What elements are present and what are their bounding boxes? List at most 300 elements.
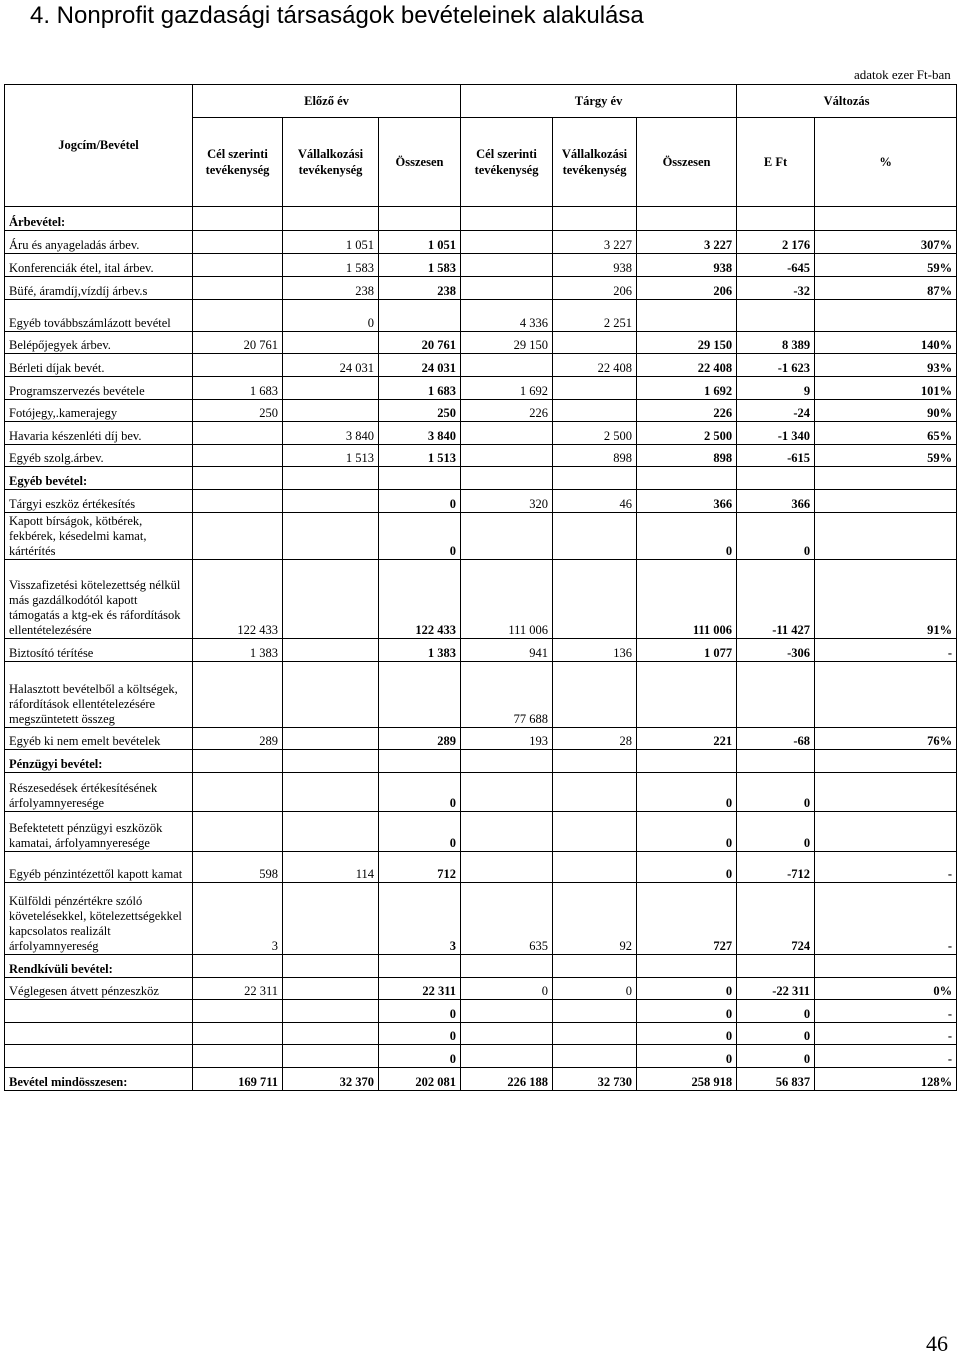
- cell-value: [283, 1045, 379, 1068]
- cell-value: -1 623: [737, 354, 815, 377]
- cell-value: 938: [637, 254, 737, 277]
- cell-value: 22 408: [553, 354, 637, 377]
- cell-value: [461, 354, 553, 377]
- cell-value: 1 077: [637, 639, 737, 662]
- cell-value: -: [815, 1023, 957, 1045]
- cell-value: [553, 812, 637, 852]
- cell-value: 2 500: [637, 422, 737, 445]
- cell-value: 0: [379, 513, 461, 560]
- header-change: Változás: [737, 85, 957, 118]
- cell-value: 111 006: [461, 560, 553, 639]
- total-row: [5, 1068, 957, 1091]
- table-row: [5, 422, 957, 445]
- cell-value: [553, 750, 637, 773]
- column-header: Összesen: [637, 118, 737, 207]
- cell-value: 0: [637, 852, 737, 883]
- cell-value: 1 051: [379, 231, 461, 254]
- table-row: [5, 1023, 957, 1045]
- cell-value: [637, 955, 737, 978]
- cell-value: [283, 513, 379, 560]
- cell-value: [283, 773, 379, 812]
- cell-value: 598: [193, 852, 283, 883]
- cell-value: [815, 467, 957, 490]
- row-label: Egyéb bevétel:: [5, 467, 193, 490]
- row-label: Fotójegy,.kamerajegy: [5, 400, 193, 422]
- cell-value: 250: [193, 400, 283, 422]
- table-row: [5, 354, 957, 377]
- cell-value: 712: [379, 852, 461, 883]
- table-row: [5, 560, 957, 639]
- cell-value: [637, 207, 737, 231]
- cell-value: [379, 467, 461, 490]
- cell-value: 76%: [815, 728, 957, 750]
- cell-value: 226: [461, 400, 553, 422]
- cell-value: 0: [637, 1045, 737, 1068]
- column-header: Összesen: [379, 118, 461, 207]
- cell-value: [553, 773, 637, 812]
- cell-value: [379, 300, 461, 332]
- cell-value: 1 383: [193, 639, 283, 662]
- cell-value: -1 340: [737, 422, 815, 445]
- cell-value: 114: [283, 852, 379, 883]
- cell-value: [461, 445, 553, 467]
- cell-value: [461, 1023, 553, 1045]
- cell-value: [283, 1023, 379, 1045]
- cell-value: [193, 354, 283, 377]
- cell-value: 1 692: [461, 377, 553, 400]
- cell-value: [283, 1000, 379, 1023]
- cell-value: 0: [379, 773, 461, 812]
- row-label: Rendkívüli bevétel:: [5, 955, 193, 978]
- row-label: Befektetett pénzügyi eszközök kamatai, árfolyamnyeresége: [5, 812, 193, 852]
- cell-value: [815, 490, 957, 513]
- table-row: [5, 445, 957, 467]
- cell-value: 202 081: [379, 1068, 461, 1091]
- cell-value: [283, 467, 379, 490]
- cell-value: [283, 207, 379, 231]
- table-row: [5, 400, 957, 422]
- cell-value: [815, 662, 957, 728]
- cell-value: 122 433: [379, 560, 461, 639]
- cell-value: 32 370: [283, 1068, 379, 1091]
- cell-value: 1 692: [637, 377, 737, 400]
- row-label: Kapott bírságok, kötbérek, fekbérek, késedelmi kamat, kártérítés: [5, 513, 193, 560]
- table-row: [5, 728, 957, 750]
- cell-value: [193, 513, 283, 560]
- cell-value: [553, 955, 637, 978]
- cell-value: 93%: [815, 354, 957, 377]
- cell-value: [283, 955, 379, 978]
- cell-value: -: [815, 883, 957, 955]
- cell-value: 941: [461, 639, 553, 662]
- cell-value: 22 408: [637, 354, 737, 377]
- section-row: [5, 467, 957, 490]
- cell-value: [283, 978, 379, 1000]
- cell-value: [553, 560, 637, 639]
- cell-value: 111 006: [637, 560, 737, 639]
- cell-value: 0: [637, 978, 737, 1000]
- row-label: Bevétel mindösszesen:: [5, 1068, 193, 1091]
- cell-value: 1 513: [283, 445, 379, 467]
- cell-value: 0: [737, 812, 815, 852]
- table-row: [5, 277, 957, 300]
- cell-value: 1 583: [379, 254, 461, 277]
- cell-value: [815, 750, 957, 773]
- cell-value: [553, 1023, 637, 1045]
- cell-value: [193, 254, 283, 277]
- cell-value: [461, 1045, 553, 1068]
- row-label: [5, 1023, 193, 1045]
- cell-value: [193, 812, 283, 852]
- cell-value: 898: [637, 445, 737, 467]
- cell-value: [283, 490, 379, 513]
- column-header: Vállalkozási tevékenység: [553, 118, 637, 207]
- table-row: [5, 852, 957, 883]
- cell-value: [461, 254, 553, 277]
- cell-value: [379, 750, 461, 773]
- cell-value: [379, 662, 461, 728]
- cell-value: 56 837: [737, 1068, 815, 1091]
- cell-value: 898: [553, 445, 637, 467]
- cell-value: 3: [379, 883, 461, 955]
- cell-value: 169 711: [193, 1068, 283, 1091]
- page-number: 46: [926, 1331, 948, 1356]
- table-row: [5, 300, 957, 332]
- cell-value: -712: [737, 852, 815, 883]
- unit-note: adatok ezer Ft-ban: [854, 67, 951, 82]
- table-row: [5, 1045, 957, 1068]
- table-row: [5, 662, 957, 728]
- cell-value: 724: [737, 883, 815, 955]
- cell-value: [737, 300, 815, 332]
- cell-value: 0: [737, 1023, 815, 1045]
- row-label: Véglegesen átvett pénzeszköz: [5, 978, 193, 1000]
- row-label: Egyéb ki nem emelt bevételek: [5, 728, 193, 750]
- cell-value: [815, 300, 957, 332]
- cell-value: [193, 207, 283, 231]
- cell-value: 3 840: [379, 422, 461, 445]
- cell-value: [461, 1000, 553, 1023]
- cell-value: [553, 1000, 637, 1023]
- cell-value: 366: [737, 490, 815, 513]
- cell-value: 1 583: [283, 254, 379, 277]
- cell-value: 92: [553, 883, 637, 955]
- table-row: [5, 978, 957, 1000]
- cell-value: [553, 1045, 637, 1068]
- cell-value: [553, 662, 637, 728]
- cell-value: [283, 728, 379, 750]
- cell-value: [283, 662, 379, 728]
- cell-value: [553, 377, 637, 400]
- row-label: [5, 1045, 193, 1068]
- cell-value: -: [815, 639, 957, 662]
- section-row: [5, 955, 957, 978]
- cell-value: [461, 955, 553, 978]
- cell-value: 258 918: [637, 1068, 737, 1091]
- table-row: [5, 883, 957, 955]
- row-label: Programszervezés bevétele: [5, 377, 193, 400]
- cell-value: 0: [737, 773, 815, 812]
- cell-value: [283, 750, 379, 773]
- cell-value: 32 730: [553, 1068, 637, 1091]
- cell-value: [461, 467, 553, 490]
- cell-value: -68: [737, 728, 815, 750]
- cell-value: 206: [637, 277, 737, 300]
- cell-value: 20 761: [379, 332, 461, 354]
- section-row: [5, 750, 957, 773]
- cell-value: [461, 513, 553, 560]
- cell-value: [193, 1023, 283, 1045]
- header-target-year: Tárgy év: [461, 85, 737, 118]
- column-header: %: [815, 118, 957, 207]
- cell-value: 0: [637, 513, 737, 560]
- cell-value: [283, 883, 379, 955]
- row-label: Egyéb továbbszámlázott bevétel: [5, 300, 193, 332]
- row-label: Halasztott bevételből a költségek, ráfordítások ellentételezésére megszüntetett összeg: [5, 662, 193, 728]
- cell-value: 0: [379, 812, 461, 852]
- cell-value: 140%: [815, 332, 957, 354]
- row-label: Külföldi pénzértékre szóló követelésekkel, kötelezettségekkel kapcsolatos realizált árfolyamnyereség: [5, 883, 193, 955]
- cell-value: [193, 422, 283, 445]
- cell-value: [637, 750, 737, 773]
- table-row: [5, 513, 957, 560]
- cell-value: 9: [737, 377, 815, 400]
- cell-value: 3: [193, 883, 283, 955]
- cell-value: [193, 300, 283, 332]
- table-row: [5, 490, 957, 513]
- cell-value: 101%: [815, 377, 957, 400]
- cell-value: 206: [553, 277, 637, 300]
- cell-value: 0: [737, 1045, 815, 1068]
- table-row: [5, 377, 957, 400]
- row-label: Bérleti díjak bevét.: [5, 354, 193, 377]
- cell-value: 226 188: [461, 1068, 553, 1091]
- page-title: 4. Nonprofit gazdasági társaságok bevételeinek alakulása: [30, 2, 644, 29]
- cell-value: -24: [737, 400, 815, 422]
- cell-value: 0%: [815, 978, 957, 1000]
- cell-value: 20 761: [193, 332, 283, 354]
- column-header: Cél szerinti tevékenység: [193, 118, 283, 207]
- column-header: E Ft: [737, 118, 815, 207]
- row-label: Konferenciák étel, ital árbev.: [5, 254, 193, 277]
- cell-value: [283, 639, 379, 662]
- cell-value: [737, 955, 815, 978]
- cell-value: 0: [379, 1023, 461, 1045]
- row-label: Egyéb pénzintézettől kapott kamat: [5, 852, 193, 883]
- cell-value: 289: [379, 728, 461, 750]
- cell-value: -645: [737, 254, 815, 277]
- cell-value: 3 227: [637, 231, 737, 254]
- cell-value: [553, 513, 637, 560]
- table-row: [5, 254, 957, 277]
- cell-value: -: [815, 1000, 957, 1023]
- cell-value: 3 227: [553, 231, 637, 254]
- table-row: [5, 639, 957, 662]
- cell-value: [461, 422, 553, 445]
- cell-value: 366: [637, 490, 737, 513]
- cell-value: [461, 812, 553, 852]
- cell-value: [283, 377, 379, 400]
- row-label: Biztosító térítése: [5, 639, 193, 662]
- cell-value: 0: [553, 978, 637, 1000]
- revenue-table: [4, 84, 957, 1091]
- row-label: Visszafizetési kötelezettség nélkül más gazdálkodótól kapott támogatás a ktg-ek és ráfordítások ellentételezésére: [5, 560, 193, 639]
- cell-value: [193, 1045, 283, 1068]
- cell-value: 0: [637, 1023, 737, 1045]
- cell-value: 320: [461, 490, 553, 513]
- cell-value: [461, 231, 553, 254]
- cell-value: 29 150: [637, 332, 737, 354]
- cell-value: 3 840: [283, 422, 379, 445]
- cell-value: [193, 1000, 283, 1023]
- cell-value: 0: [737, 1000, 815, 1023]
- row-label: Büfé, áramdíj,vízdíj árbev.s: [5, 277, 193, 300]
- cell-value: [737, 750, 815, 773]
- cell-value: [737, 207, 815, 231]
- cell-value: [283, 812, 379, 852]
- cell-value: [193, 662, 283, 728]
- cell-value: -306: [737, 639, 815, 662]
- cell-value: 8 389: [737, 332, 815, 354]
- cell-value: 1 383: [379, 639, 461, 662]
- header-label-column: Jogcím/Bevétel: [5, 85, 193, 207]
- row-label: Árbevétel:: [5, 207, 193, 231]
- cell-value: 1 513: [379, 445, 461, 467]
- cell-value: -: [815, 852, 957, 883]
- row-label: Részesedések értékesítésének árfolyamnyeresége: [5, 773, 193, 812]
- cell-value: [637, 467, 737, 490]
- cell-value: 0: [637, 773, 737, 812]
- column-header: Cél szerinti tevékenység: [461, 118, 553, 207]
- cell-value: [193, 490, 283, 513]
- cell-value: [461, 207, 553, 231]
- cell-value: 22 311: [379, 978, 461, 1000]
- cell-value: 238: [283, 277, 379, 300]
- cell-value: [815, 955, 957, 978]
- table-row: [5, 812, 957, 852]
- cell-value: 0: [283, 300, 379, 332]
- table-row: [5, 1000, 957, 1023]
- cell-value: 1 683: [379, 377, 461, 400]
- row-label: Pénzügyi bevétel:: [5, 750, 193, 773]
- cell-value: [283, 400, 379, 422]
- cell-value: [193, 955, 283, 978]
- cell-value: [553, 852, 637, 883]
- cell-value: 307%: [815, 231, 957, 254]
- cell-value: [193, 467, 283, 490]
- table-row: [5, 773, 957, 812]
- cell-value: [379, 207, 461, 231]
- cell-value: 29 150: [461, 332, 553, 354]
- cell-value: 65%: [815, 422, 957, 445]
- cell-value: 0: [637, 812, 737, 852]
- cell-value: 0: [379, 1000, 461, 1023]
- cell-value: -32: [737, 277, 815, 300]
- cell-value: 87%: [815, 277, 957, 300]
- cell-value: 226: [637, 400, 737, 422]
- cell-value: [553, 400, 637, 422]
- cell-value: [815, 773, 957, 812]
- cell-value: 2 176: [737, 231, 815, 254]
- cell-value: 136: [553, 639, 637, 662]
- cell-value: 0: [379, 490, 461, 513]
- cell-value: -615: [737, 445, 815, 467]
- cell-value: [193, 773, 283, 812]
- cell-value: 250: [379, 400, 461, 422]
- row-label: [5, 1000, 193, 1023]
- cell-value: 1 683: [193, 377, 283, 400]
- cell-value: [737, 662, 815, 728]
- cell-value: [553, 207, 637, 231]
- row-label: Tárgyi eszköz értékesítés: [5, 490, 193, 513]
- cell-value: -: [815, 1045, 957, 1068]
- table-row: [5, 332, 957, 354]
- header-prev-year: Előző év: [193, 85, 461, 118]
- cell-value: [193, 445, 283, 467]
- cell-value: 90%: [815, 400, 957, 422]
- cell-value: 128%: [815, 1068, 957, 1091]
- cell-value: 221: [637, 728, 737, 750]
- cell-value: 635: [461, 883, 553, 955]
- cell-value: -22 311: [737, 978, 815, 1000]
- cell-value: [193, 750, 283, 773]
- cell-value: [461, 852, 553, 883]
- cell-value: 24 031: [283, 354, 379, 377]
- cell-value: 2 500: [553, 422, 637, 445]
- cell-value: [815, 513, 957, 560]
- cell-value: [193, 231, 283, 254]
- cell-value: 0: [461, 978, 553, 1000]
- cell-value: 59%: [815, 254, 957, 277]
- table-body: [5, 207, 957, 1091]
- cell-value: [283, 560, 379, 639]
- cell-value: [637, 662, 737, 728]
- cell-value: 0: [637, 1000, 737, 1023]
- cell-value: 727: [637, 883, 737, 955]
- cell-value: [193, 277, 283, 300]
- row-label: Egyéb szolg.árbev.: [5, 445, 193, 467]
- cell-value: [815, 812, 957, 852]
- cell-value: 0: [379, 1045, 461, 1068]
- column-header: Vállalkozási tevékenység: [283, 118, 379, 207]
- cell-value: 4 336: [461, 300, 553, 332]
- cell-value: 193: [461, 728, 553, 750]
- section-row: [5, 207, 957, 231]
- cell-value: [553, 467, 637, 490]
- cell-value: [737, 467, 815, 490]
- cell-value: [461, 750, 553, 773]
- cell-value: [283, 332, 379, 354]
- cell-value: 1 051: [283, 231, 379, 254]
- cell-value: 938: [553, 254, 637, 277]
- cell-value: 91%: [815, 560, 957, 639]
- cell-value: [461, 773, 553, 812]
- cell-value: [553, 332, 637, 354]
- row-label: Havaria készenléti díj bev.: [5, 422, 193, 445]
- cell-value: 28: [553, 728, 637, 750]
- cell-value: 122 433: [193, 560, 283, 639]
- cell-value: -11 427: [737, 560, 815, 639]
- cell-value: 46: [553, 490, 637, 513]
- cell-value: 59%: [815, 445, 957, 467]
- table-row: [5, 231, 957, 254]
- cell-value: 77 688: [461, 662, 553, 728]
- cell-value: [637, 300, 737, 332]
- cell-value: 22 311: [193, 978, 283, 1000]
- cell-value: 2 251: [553, 300, 637, 332]
- cell-value: 0: [737, 513, 815, 560]
- row-label: Belépőjegyek árbev.: [5, 332, 193, 354]
